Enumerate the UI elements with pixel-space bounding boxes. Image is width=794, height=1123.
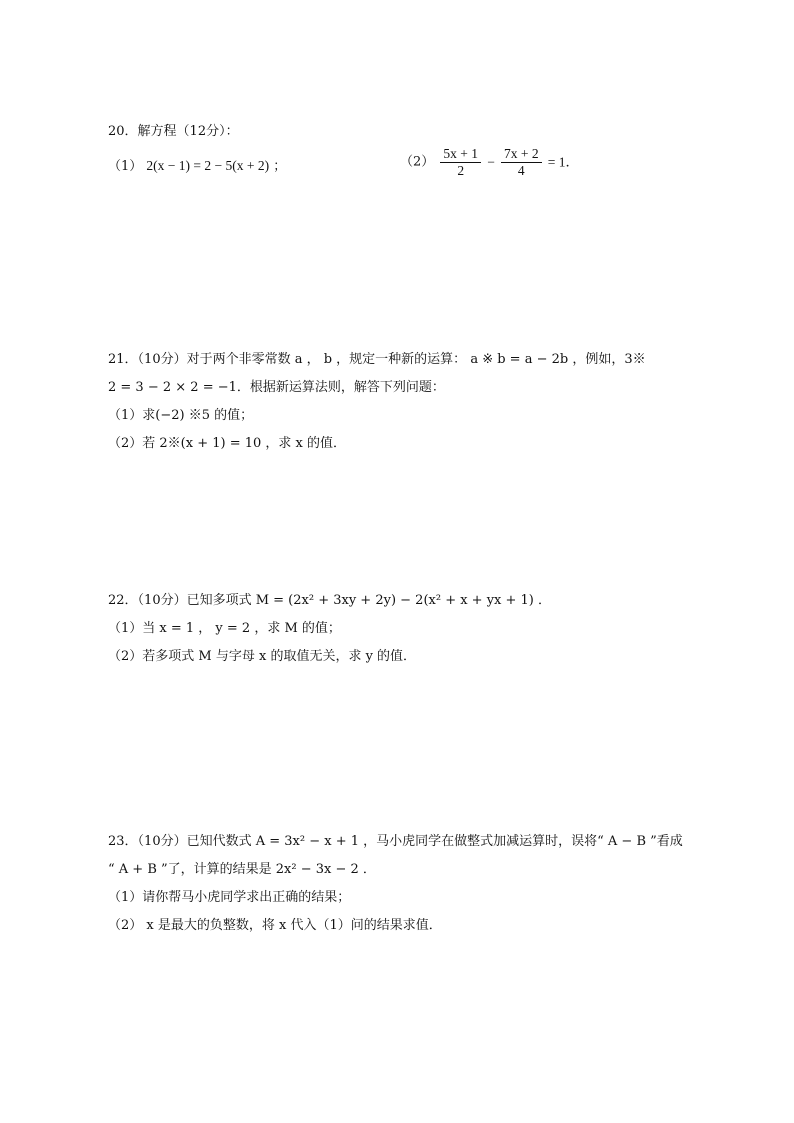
fraction-1-denominator: 2 xyxy=(457,163,465,178)
question-23-line-3: （1）请你帮马小虎同学求出正确的结果； xyxy=(108,890,351,905)
part1-equation: 2(x − 1) = 2 − 5(x + 2) xyxy=(146,158,270,173)
question-21-line-4: （2）若 2※(x + 1) = 10 ，求 x 的值． xyxy=(108,436,347,451)
fraction-2-numerator: 7x + 2 xyxy=(501,146,542,163)
question-21-line-2: 2 = 3 − 2 × 2 = −1．根据新运算法则，解答下列问题： xyxy=(108,380,445,395)
question-20-part1 xyxy=(108,152,286,181)
question-23-line-2: “ A + B ”了，计算的结果是 2x² − 3x − 2 ． xyxy=(108,862,376,877)
minus-sign: − xyxy=(487,154,495,170)
fraction-1-numerator: 5x + 1 xyxy=(440,146,481,163)
fraction-2 xyxy=(501,146,542,179)
question-22-line-3: （2）若多项式 M 与字母 x 的取值无关，求 y 的值． xyxy=(108,649,417,664)
part2-label: （2） xyxy=(400,154,435,170)
fraction-1 xyxy=(440,146,481,179)
fraction-2-denominator: 4 xyxy=(517,163,525,178)
question-23 xyxy=(108,828,708,940)
part2-rhs: = 1． xyxy=(547,154,579,170)
question-20-part2 xyxy=(400,146,579,179)
question-23-line-4: （2） x 是最大的负整数，将 x 代入（1）问的结果求值． xyxy=(108,918,442,933)
question-23-line-1: 23．（10分）已知代数式 A = 3x² − x + 1 ，马小虎同学在做整式加减运算时，误将“ A − B ”看成 xyxy=(108,834,683,849)
question-20-title: 20．解方程（12分）： xyxy=(108,124,239,139)
question-21-line-3: （1）求(−2) ※5 的值； xyxy=(108,408,254,423)
question-21-line-1: 21．（10分）对于两个非零常数 a ， b ，规定一种新的运算： a ※ b = a − 2b ，例如，3※ xyxy=(108,352,646,367)
question-21 xyxy=(108,346,708,458)
question-20 xyxy=(108,118,708,186)
part1-end: ； xyxy=(273,159,287,174)
question-22-line-1: 22．（10分）已知多项式 M = (2x² + 3xy + 2y) − 2(x² + x + yx + 1) ． xyxy=(108,593,552,608)
question-22 xyxy=(108,587,708,671)
part1-label: （1） xyxy=(108,159,143,174)
question-20-parts xyxy=(108,146,708,186)
question-22-line-2: （1）当 x = 1 ， y = 2 ，求 M 的值； xyxy=(108,621,341,636)
